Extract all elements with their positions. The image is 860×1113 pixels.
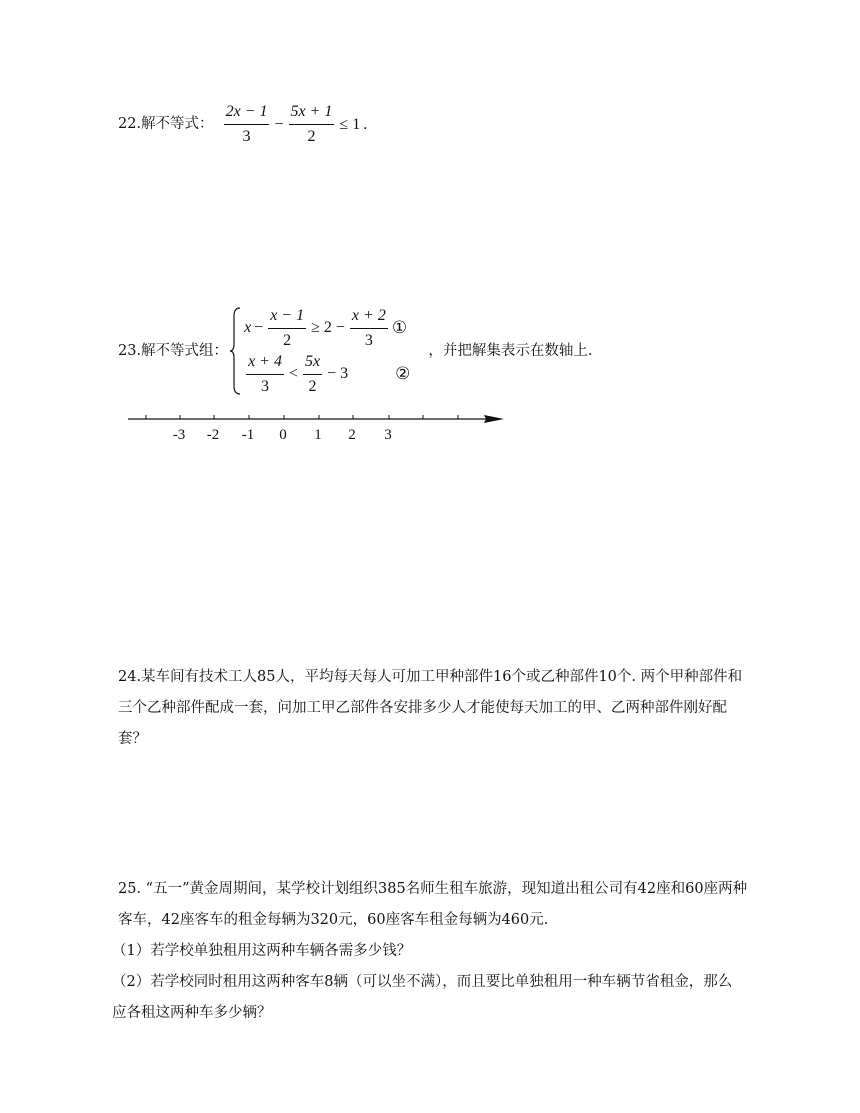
inequality-system — [244, 305, 410, 397]
number-line-label: -2 — [206, 427, 220, 443]
ineq2-frac1-numerator: x + 4 — [246, 353, 284, 375]
ineq2-fraction-2 — [303, 353, 322, 396]
ineq2-tail: − 3 — [327, 365, 349, 382]
q23-prefix: 23.解不等式组： — [118, 342, 229, 359]
number-line — [120, 408, 520, 448]
ineq1-frac2-numerator: x + 2 — [350, 307, 388, 329]
inequality-1 — [244, 305, 410, 351]
ineq1-frac1-numerator: x − 1 — [268, 307, 306, 329]
inequality-2 — [244, 351, 410, 397]
ineq2-fraction-1 — [246, 353, 284, 396]
ineq2-marker: ② — [395, 364, 411, 383]
q22-frac2-denominator: 2 — [307, 128, 316, 145]
ineq1-minus: − — [254, 319, 264, 336]
number-line-label: 0 — [279, 427, 287, 443]
number-line-label: -3 — [172, 427, 186, 443]
ineq2-frac1-denominator: 3 — [261, 377, 270, 395]
q22-expression — [222, 103, 368, 146]
ineq1-frac2-denominator: 3 — [364, 331, 373, 349]
question-24: 24.某车间有技术工人85人，平均每天每人可加工甲种部件16个或乙种部件10个. 两个甲种部件和三个乙种部件配成一套，问加工甲乙部件各安排多少人才能使每天加工的甲、乙两种部件刚好配套？ — [118, 669, 743, 747]
q22-frac2-numerator: 5x + 1 — [289, 103, 335, 125]
q22-fraction-2 — [289, 103, 335, 146]
ineq1-x: x — [244, 319, 252, 336]
q22-prefix: 22.解不等式： — [118, 116, 214, 133]
question-25-part-2: （2）若学校同时租用这两种客车8辆（可以坐不满），而且要比单独租用一种车辆节省租金，那么应各租这两种车多少辆？ — [112, 974, 733, 1021]
system-brace — [230, 306, 242, 396]
question-22 — [118, 103, 367, 146]
ineq1-fraction-2 — [350, 307, 388, 350]
ineq1-fraction-1 — [268, 307, 306, 350]
question-23 — [118, 305, 593, 397]
ineq2-frac2-denominator: 2 — [308, 377, 317, 395]
number-line-label: 3 — [384, 427, 392, 443]
ineq1-marker: ① — [391, 318, 408, 337]
q22-minus: − — [274, 115, 284, 133]
ineq2-frac2-numerator: 5x — [303, 353, 322, 375]
q23-suffix: ，并把解集表示在数轴上. — [428, 342, 593, 359]
ineq1-frac1-denominator: 2 — [283, 331, 292, 349]
number-line-label: 1 — [314, 427, 322, 443]
ineq1-relation: ≥ 2 − — [311, 319, 345, 336]
q22-relation: ≤ 1 — [339, 115, 361, 133]
ineq2-relation: < — [288, 365, 298, 382]
number-line-label: -1 — [241, 427, 255, 443]
number-line-label: 2 — [348, 427, 356, 443]
q22-period: . — [363, 115, 368, 133]
question-25-intro: 25. “五一”黄金周期间，某学校计划组织385名师生租车旅游，现知道出租公司有42座和60座两种客车，42座客车的租金每辆为320元，60座客车租金每辆为460元. — [118, 881, 748, 928]
q22-frac1-denominator: 3 — [242, 128, 251, 145]
q22-fraction-1 — [224, 103, 270, 146]
number-line-arrow-icon — [484, 415, 504, 423]
q22-frac1-numerator: 2x − 1 — [224, 103, 270, 125]
question-25-part-1: （1）若学校单独租用这两种车辆各需多少钱？ — [112, 943, 412, 959]
